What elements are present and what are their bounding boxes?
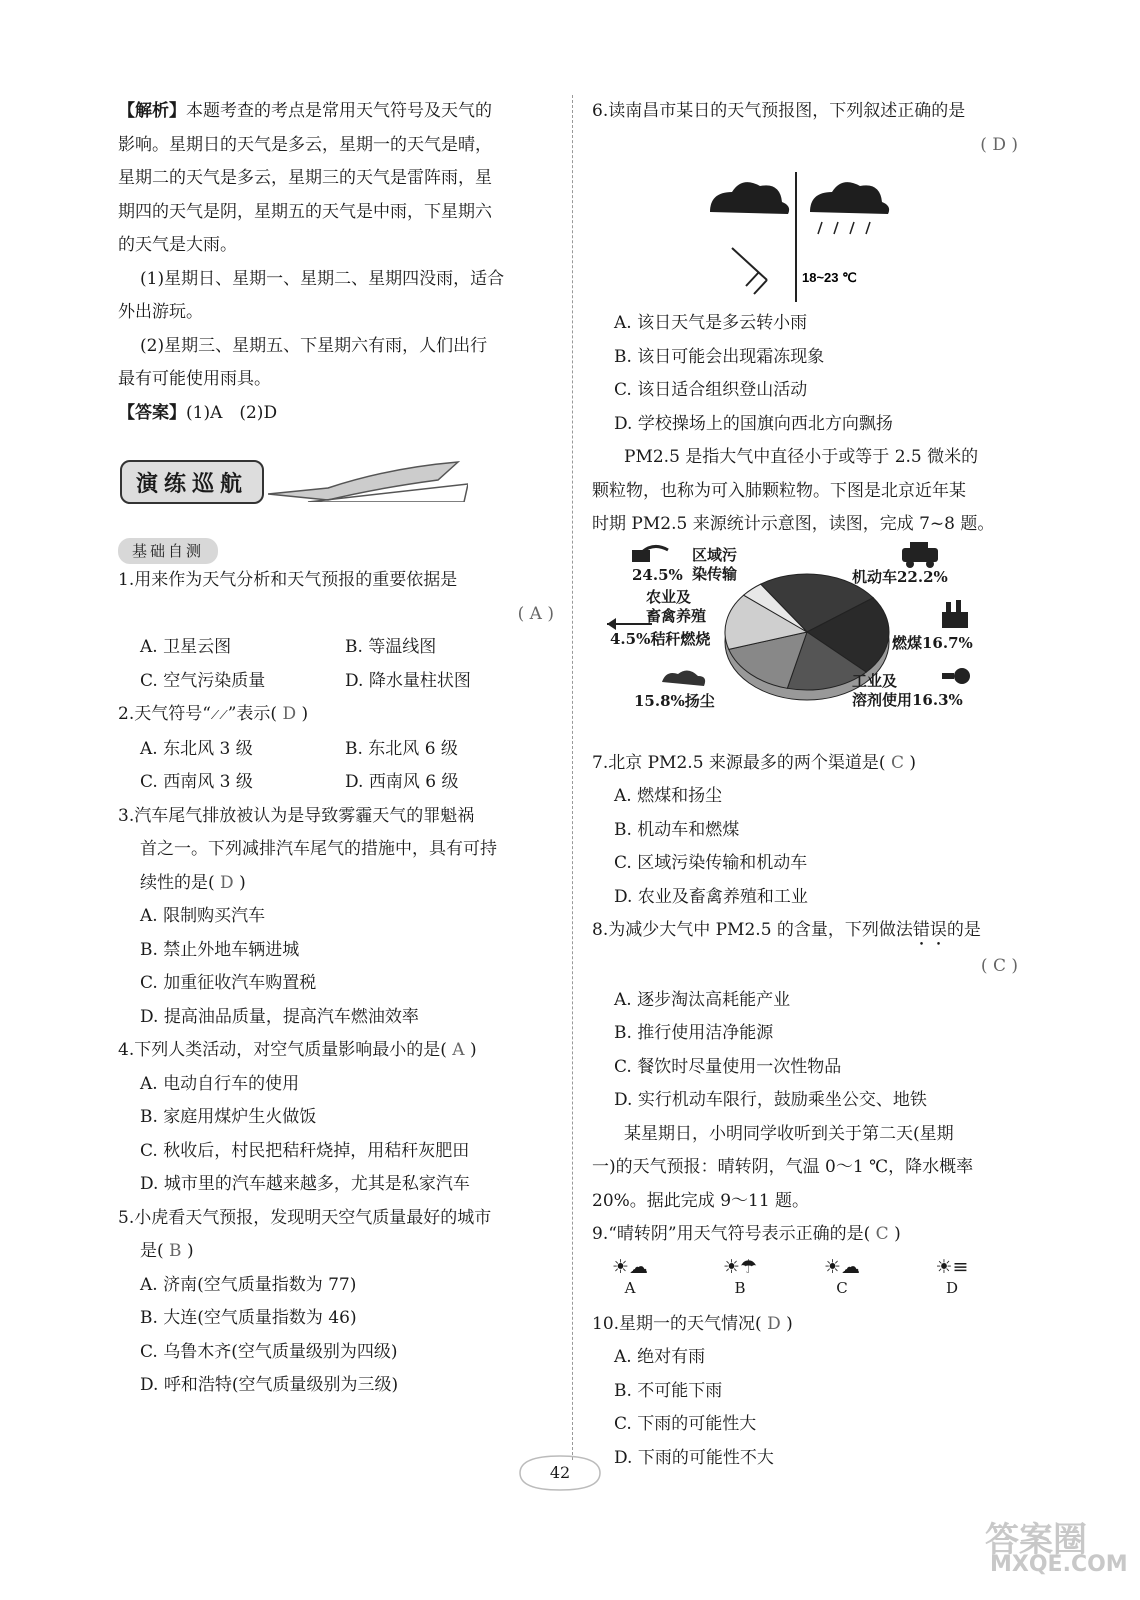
wind-symbol-icon: ⟋⟋ bbox=[210, 708, 228, 722]
watermark-logo: 答案圈 bbox=[985, 1520, 1087, 1560]
option: B. 家庭用煤炉生火做饭 bbox=[140, 1107, 317, 1127]
option: B. 禁止外地车辆进城 bbox=[140, 939, 300, 960]
q7-stem: 7.北京 PM2.5 来源最多的两个渠道是( C ) bbox=[592, 752, 917, 773]
weather-symbol-option: ☀☁ A bbox=[600, 1256, 660, 1298]
pm25-pie-chart bbox=[592, 542, 1022, 747]
label-agri-pct: 4.5%秸秆燃烧 bbox=[610, 629, 711, 648]
q5-stem: 5.小虎看天气预报，发现明天空气质量最好的城市 bbox=[118, 1207, 492, 1228]
option: A. 东北风 3 级 bbox=[140, 738, 253, 759]
option: A. 电动自行车的使用 bbox=[140, 1073, 300, 1094]
weather-symbol-option: ☀☁ C bbox=[812, 1256, 872, 1298]
forecast-diagram bbox=[592, 162, 1022, 307]
sun-umbrella-icon: ☀☂ bbox=[722, 1255, 758, 1278]
option: A. 绝对有雨 bbox=[614, 1347, 706, 1367]
option: D. 农业及畜禽养殖和工业 bbox=[614, 886, 808, 907]
label-regional-pct: 24.5% bbox=[632, 565, 683, 584]
q3-stem: 3.汽车尾气排放被认为是导致雾霾天气的罪魁祸 bbox=[118, 805, 475, 826]
option: C. 加重征收汽车购置税 bbox=[140, 973, 317, 993]
right-column bbox=[592, 95, 1022, 1475]
option: B. 大连(空气质量指数为 46) bbox=[140, 1308, 357, 1328]
emphasis-text: 错误 bbox=[912, 920, 947, 940]
intro-text: 颗粒物，也称为可入肺颗粒物。下图是北京近年某 bbox=[592, 480, 966, 501]
q10-answer: D bbox=[761, 1313, 787, 1334]
option: D. 降水量柱状图 bbox=[345, 670, 471, 691]
q3-answer: D bbox=[214, 872, 240, 893]
car-icon bbox=[902, 542, 938, 568]
q9-stem: 9.“晴转阴”用天气符号表示正确的是( C ) bbox=[592, 1224, 901, 1244]
option: B. 机动车和燃煤 bbox=[614, 819, 740, 840]
intro-text: 时期 PM2.5 来源统计示意图，读图，完成 7~8 题。 bbox=[592, 514, 995, 534]
label-vehicle: 机动车22.2% bbox=[852, 567, 948, 586]
left-column bbox=[118, 95, 558, 1403]
analysis-p2: 最有可能使用雨具。 bbox=[118, 369, 271, 389]
option: C. 餐饮时尽量使用一次性物品 bbox=[614, 1056, 842, 1077]
q4-answer: A bbox=[446, 1040, 470, 1060]
option: D. 提高油品质量，提高汽车燃油效率 bbox=[140, 1006, 419, 1027]
option: D. 学校操场上的国旗向西北方向飘扬 bbox=[614, 413, 893, 434]
analysis-p2: (2)星期三、星期五、下星期六有雨，人们出行 bbox=[140, 335, 488, 356]
option: C. 区域污染传输和机动车 bbox=[614, 853, 808, 873]
option: A. 燃煤和扬尘 bbox=[614, 786, 723, 806]
option: A. 济南(空气质量指数为 77) bbox=[140, 1274, 357, 1295]
option: D. 实行机动车限行，鼓励乘坐公交、地铁 bbox=[614, 1090, 927, 1110]
option: D. 城市里的汽车越来越多，尤其是私家汽车 bbox=[140, 1174, 470, 1194]
smoke-icon bbox=[632, 546, 668, 562]
option: D. 下雨的可能性不大 bbox=[614, 1447, 774, 1468]
label-agri: 农业及 畜禽养殖 bbox=[646, 587, 707, 625]
q3-stem: 首之一。下列减排汽车尾气的措施中，具有可持 bbox=[140, 839, 497, 859]
q1-stem: 1.用来作为天气分析和天气预报的重要依据是 bbox=[118, 570, 458, 590]
q4-stem: 4.下列人类活动，对空气质量影响最小的是( A ) bbox=[118, 1040, 477, 1060]
banner-swoosh-icon bbox=[268, 458, 468, 502]
wind-symbol-icon bbox=[732, 248, 767, 294]
weather-symbol-option: ☀≡ D bbox=[922, 1256, 982, 1298]
analysis-line: 星期二的天气是多云，星期三的天气是雷阵雨，星 bbox=[118, 168, 492, 188]
q3-stem: 续性的是( D ) bbox=[140, 872, 246, 893]
option: C. 秋收后，村民把秸秆烧掉，用秸秆灰肥田 bbox=[140, 1140, 470, 1161]
q2-options-row bbox=[118, 733, 558, 767]
weather-forecast-figure bbox=[592, 162, 1022, 307]
q1-options-row bbox=[118, 665, 558, 699]
sun-cloud-icon: ☀☁ bbox=[823, 1255, 861, 1278]
q9-symbols bbox=[592, 1252, 1022, 1308]
label-regional: 区域污 染传输 bbox=[692, 545, 738, 583]
option: B. 该日可能会出现霜冻现象 bbox=[614, 346, 825, 367]
option: D. 呼和浩特(空气质量级别为三级) bbox=[140, 1375, 399, 1395]
banner-title: 演练巡航 bbox=[120, 460, 264, 504]
q1-options-row bbox=[118, 631, 558, 665]
label-coal: 燃煤16.7% bbox=[892, 633, 973, 652]
label-dust: 15.8%扬尘 bbox=[634, 691, 715, 710]
option: C. 该日适合组织登山活动 bbox=[614, 380, 808, 400]
option: C. 西南风 3 级 bbox=[140, 772, 253, 792]
answer-line: 【答案】(1)A (2)D bbox=[118, 402, 278, 423]
q2-options-row bbox=[118, 766, 558, 800]
q5-stem: 是( B ) bbox=[140, 1241, 194, 1261]
column-divider bbox=[572, 95, 573, 1460]
page-number: 42 bbox=[549, 1463, 571, 1482]
section-banner bbox=[118, 448, 558, 528]
q5-answer: B bbox=[163, 1241, 187, 1261]
option: B. 不可能下雨 bbox=[614, 1380, 723, 1401]
temperature-label: 18~23 ℃ bbox=[802, 270, 857, 285]
rain-cloud-icon bbox=[810, 182, 889, 234]
analysis-line: 【解析】本题考查的考点是常用天气符号及天气的 bbox=[118, 101, 492, 121]
analysis-line: 影响。星期日的天气是多云，星期一的天气是晴， bbox=[118, 134, 492, 155]
option: C. 下雨的可能性大 bbox=[614, 1414, 757, 1434]
subsection-tag bbox=[118, 534, 558, 564]
sun-fog-icon: ☀≡ bbox=[935, 1255, 969, 1278]
q2-answer: D bbox=[277, 704, 302, 724]
q8-answer-row bbox=[592, 950, 1022, 984]
analysis-p1: 外出游玩。 bbox=[118, 302, 203, 322]
option: A. 限制购买汽车 bbox=[140, 906, 266, 926]
q1-answer-row bbox=[118, 598, 558, 632]
intro-text: 20%。据此完成 9～11 题。 bbox=[592, 1190, 810, 1211]
intro-text: PM2.5 是指大气中直径小于或等于 2.5 微米的 bbox=[624, 447, 979, 467]
option: B. 等温线图 bbox=[345, 637, 437, 657]
label-industry: 工业及 溶剂使用16.3% bbox=[852, 671, 963, 709]
q8-answer: ( C ) bbox=[980, 956, 1018, 976]
option: B. 推行使用洁净能源 bbox=[614, 1023, 774, 1043]
weather-symbol-option: ☀☂ B bbox=[710, 1256, 770, 1298]
q10-stem: 10.星期一的天气情况( D ) bbox=[592, 1313, 793, 1334]
sun-cloud-icon: ☀☁ bbox=[611, 1255, 649, 1278]
option: D. 西南风 6 级 bbox=[345, 772, 459, 792]
cloudy-icon bbox=[710, 182, 789, 214]
option: C. 空气污染质量 bbox=[140, 670, 266, 691]
dust-cloud-icon bbox=[662, 670, 705, 686]
q7-answer: C bbox=[885, 752, 910, 773]
q2-stem: 2.天气符号“⟋⟋”表示( D ) bbox=[118, 704, 309, 724]
analysis-line: 的天气是大雨。 bbox=[118, 235, 237, 255]
option: B. 东北风 6 级 bbox=[345, 738, 458, 759]
intro-text: 一)的天气预报：晴转阴，气温 0～1 ℃，降水概率 bbox=[592, 1157, 974, 1177]
analysis-p1: (1)星期日、星期一、星期二、星期四没雨，适合 bbox=[140, 268, 505, 289]
q6-answer: ( D ) bbox=[980, 134, 1018, 155]
watermark-url: MXQE.COM bbox=[990, 1552, 1128, 1577]
option: A. 逐步淘汰高耗能产业 bbox=[614, 989, 791, 1010]
q8-stem: 8.为减少大气中 PM2.5 的含量，下列做法错误的是 bbox=[592, 920, 981, 940]
q6-stem: 6.读南昌市某日的天气预报图，下列叙述正确的是 bbox=[592, 101, 966, 121]
q9-answer: C bbox=[870, 1224, 895, 1244]
analysis-line: 期四的天气是阴，星期五的天气是中雨，下星期六 bbox=[118, 201, 492, 222]
option: A. 卫星云图 bbox=[140, 637, 232, 657]
intro-text: 某星期日，小明同学收听到关于第二天(星期 bbox=[624, 1123, 954, 1144]
q1-answer: ( A ) bbox=[517, 603, 554, 624]
option: C. 乌鲁木齐(空气质量级别为四级) bbox=[140, 1341, 398, 1362]
q6-answer-row bbox=[592, 129, 1022, 163]
subsection-label: 基础自测 bbox=[118, 538, 218, 564]
factory-icon bbox=[942, 600, 968, 628]
option: A. 该日天气是多云转小雨 bbox=[614, 313, 808, 333]
